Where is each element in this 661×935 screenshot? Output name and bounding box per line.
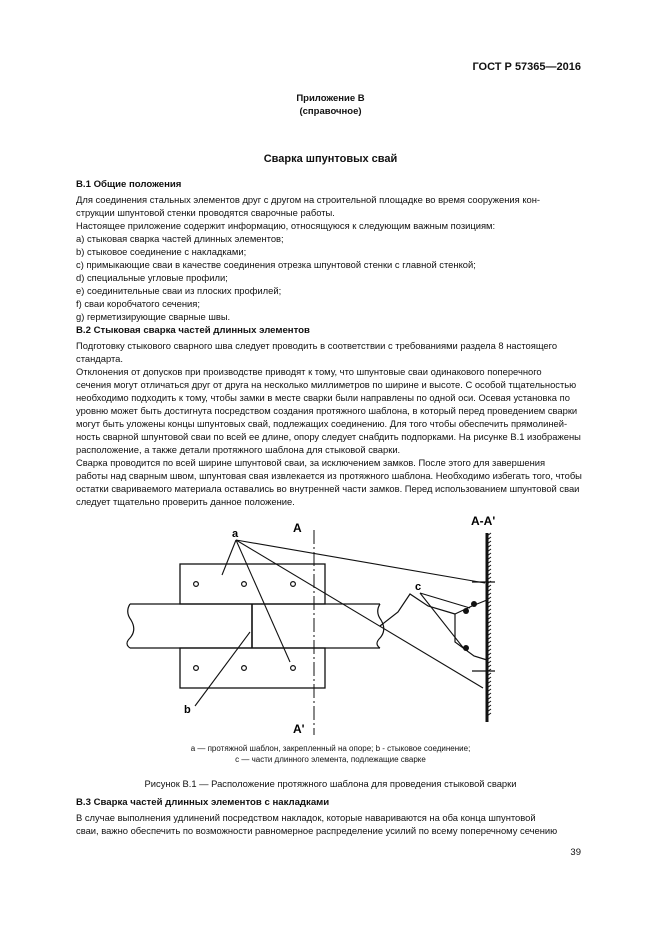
b2-line: следует тщательно проверить данное положение. xyxy=(76,496,295,507)
annex-note: (справочное) xyxy=(299,106,362,117)
b1-list-item: a) стыковая сварка частей длинных элементов; xyxy=(76,233,284,244)
section-b1-heading: В.1 Общие положения xyxy=(76,179,182,190)
leader-a xyxy=(236,540,485,583)
figure-b1-drawing xyxy=(0,510,661,740)
label-section-top: A xyxy=(293,521,302,535)
section-b3-heading: В.3 Сварка частей длинных элементов с накладками xyxy=(76,797,330,808)
b1-list-item: e) соединительные сваи из плоских профилей; xyxy=(76,285,282,296)
b3-line: В случае выполнения удлинений посредством накладок, которые навариваются на оба конца шпунтовой xyxy=(76,812,536,823)
b3-line: сваи, важно обеспечить по возможности равномерное распределение усилий по всему поперечному сечению xyxy=(76,825,558,836)
label-b: b xyxy=(184,704,191,716)
figure-caption: Рисунок В.1 — Расположение протяжного шаблона для проведения стыковой сварки xyxy=(144,778,517,789)
b2-line: Отклонения от допусков при производстве приводят к тому, что шпунтовые сваи одинакового поперечного xyxy=(76,366,542,377)
b2-line: сечения могут отличаться друг от друга на несколько миллиметров по ширине и высоте. С особой тщательностью xyxy=(76,379,577,390)
b2-line: расположение, а также детали протяжного шаблона для стыковой сварки. xyxy=(76,444,401,455)
b2-line: Сварка проводится по всей ширине шпунтовой сваи, за исключением замков. После этого для завершения xyxy=(76,457,546,468)
b2-line: уровню может быть достигнута посредством создания протяжного шаблона, в который перед проведением сварки xyxy=(76,405,578,416)
leader-a xyxy=(236,540,483,688)
section-b1-body xyxy=(76,193,583,323)
b1-list-item: b) стыковое соединение с накладками; xyxy=(76,246,247,257)
legend-line-2: c — части длинного элемента, подлежащие сварке xyxy=(235,755,426,764)
b2-line: стандарта. xyxy=(76,353,123,364)
b2-line: остатки свариваемого материала оставались во внутренней части замков. Перед использованием шпунтовой сваи xyxy=(76,483,580,494)
b2-line: необходимо подходить к тому, чтобы замки в месте сварки были направлены по одной оси. Осевая установка по xyxy=(76,392,570,403)
b1-list-item: g) герметизирующие сварные швы. xyxy=(76,311,231,322)
leader-c xyxy=(420,593,465,650)
b2-line: ность сварной шпунтовой сваи по всей ее длине, опору следует снабдить подпорками. На рисунке В.1 изображены xyxy=(76,431,581,442)
bolt-hole xyxy=(242,582,247,587)
figure-legend xyxy=(0,743,661,765)
b2-line: Подготовку стыкового сварного шва следует проводить в соответствии с требованиями раздела 8 настоящего xyxy=(76,340,558,351)
label-c: c xyxy=(415,581,422,593)
bolt-hole xyxy=(242,666,247,671)
left-break-mark xyxy=(127,604,134,648)
bolt-hole xyxy=(291,666,296,671)
annex-heading xyxy=(0,92,661,118)
b1-list-item: f) сваи коробчатого сечения; xyxy=(76,298,200,309)
b2-line: могут быть уложены концы шпунтовых свай, подлежащих соединению. Для того чтобы обеспечить прямолиней- xyxy=(76,418,568,429)
standard-header: ГОСТ Р 57365—2016 xyxy=(472,61,581,73)
template-top-plate xyxy=(180,564,325,604)
section-b2-heading: В.2 Стыковая сварка частей длинных элементов xyxy=(76,325,310,336)
long-element xyxy=(130,604,380,648)
annex-title: Приложение В xyxy=(296,93,365,104)
bolt-hole xyxy=(291,582,296,587)
bolt-hole xyxy=(194,666,199,671)
template-bottom-plate xyxy=(180,648,325,688)
label-a: a xyxy=(232,528,239,540)
b1-list-item: d) специальные угловые профили; xyxy=(76,272,228,283)
b1-line: Настоящее приложение содержит информацию, относящуюся к следующим важным позициям: xyxy=(76,220,496,231)
label-section-bottom: A' xyxy=(293,722,305,736)
legend-line-1: a — протяжной шаблон, закрепленный на опоре; b - стыковое соединение; xyxy=(190,744,471,753)
label-section-view: A-A' xyxy=(471,514,496,528)
b2-line: работы над сварным швом, шпунтовая свая извлекается из протяжного шаблона. Необходимо избегать того, чтобы xyxy=(76,470,582,481)
weld-marks xyxy=(463,601,477,651)
b1-line: струкции шпунтовой стенки проводятся сварочные работы. xyxy=(76,207,335,218)
main-title: Сварка шпунтовых свай xyxy=(263,153,398,165)
section-view-profile xyxy=(380,582,495,671)
leader-a xyxy=(236,540,290,662)
b1-list-item: c) примыкающие сваи в качестве соединения отрезка шпунтовой стенки с главной стенкой; xyxy=(76,259,476,270)
b1-line: Для соединения стальных элементов друг с другом на строительной площадке во время сооружения кон- xyxy=(76,194,541,205)
bolt-hole xyxy=(194,582,199,587)
page-number: 39 xyxy=(570,847,581,858)
section-b3-body xyxy=(76,811,583,837)
section-b2-body xyxy=(76,339,583,508)
leader-a xyxy=(222,540,236,575)
